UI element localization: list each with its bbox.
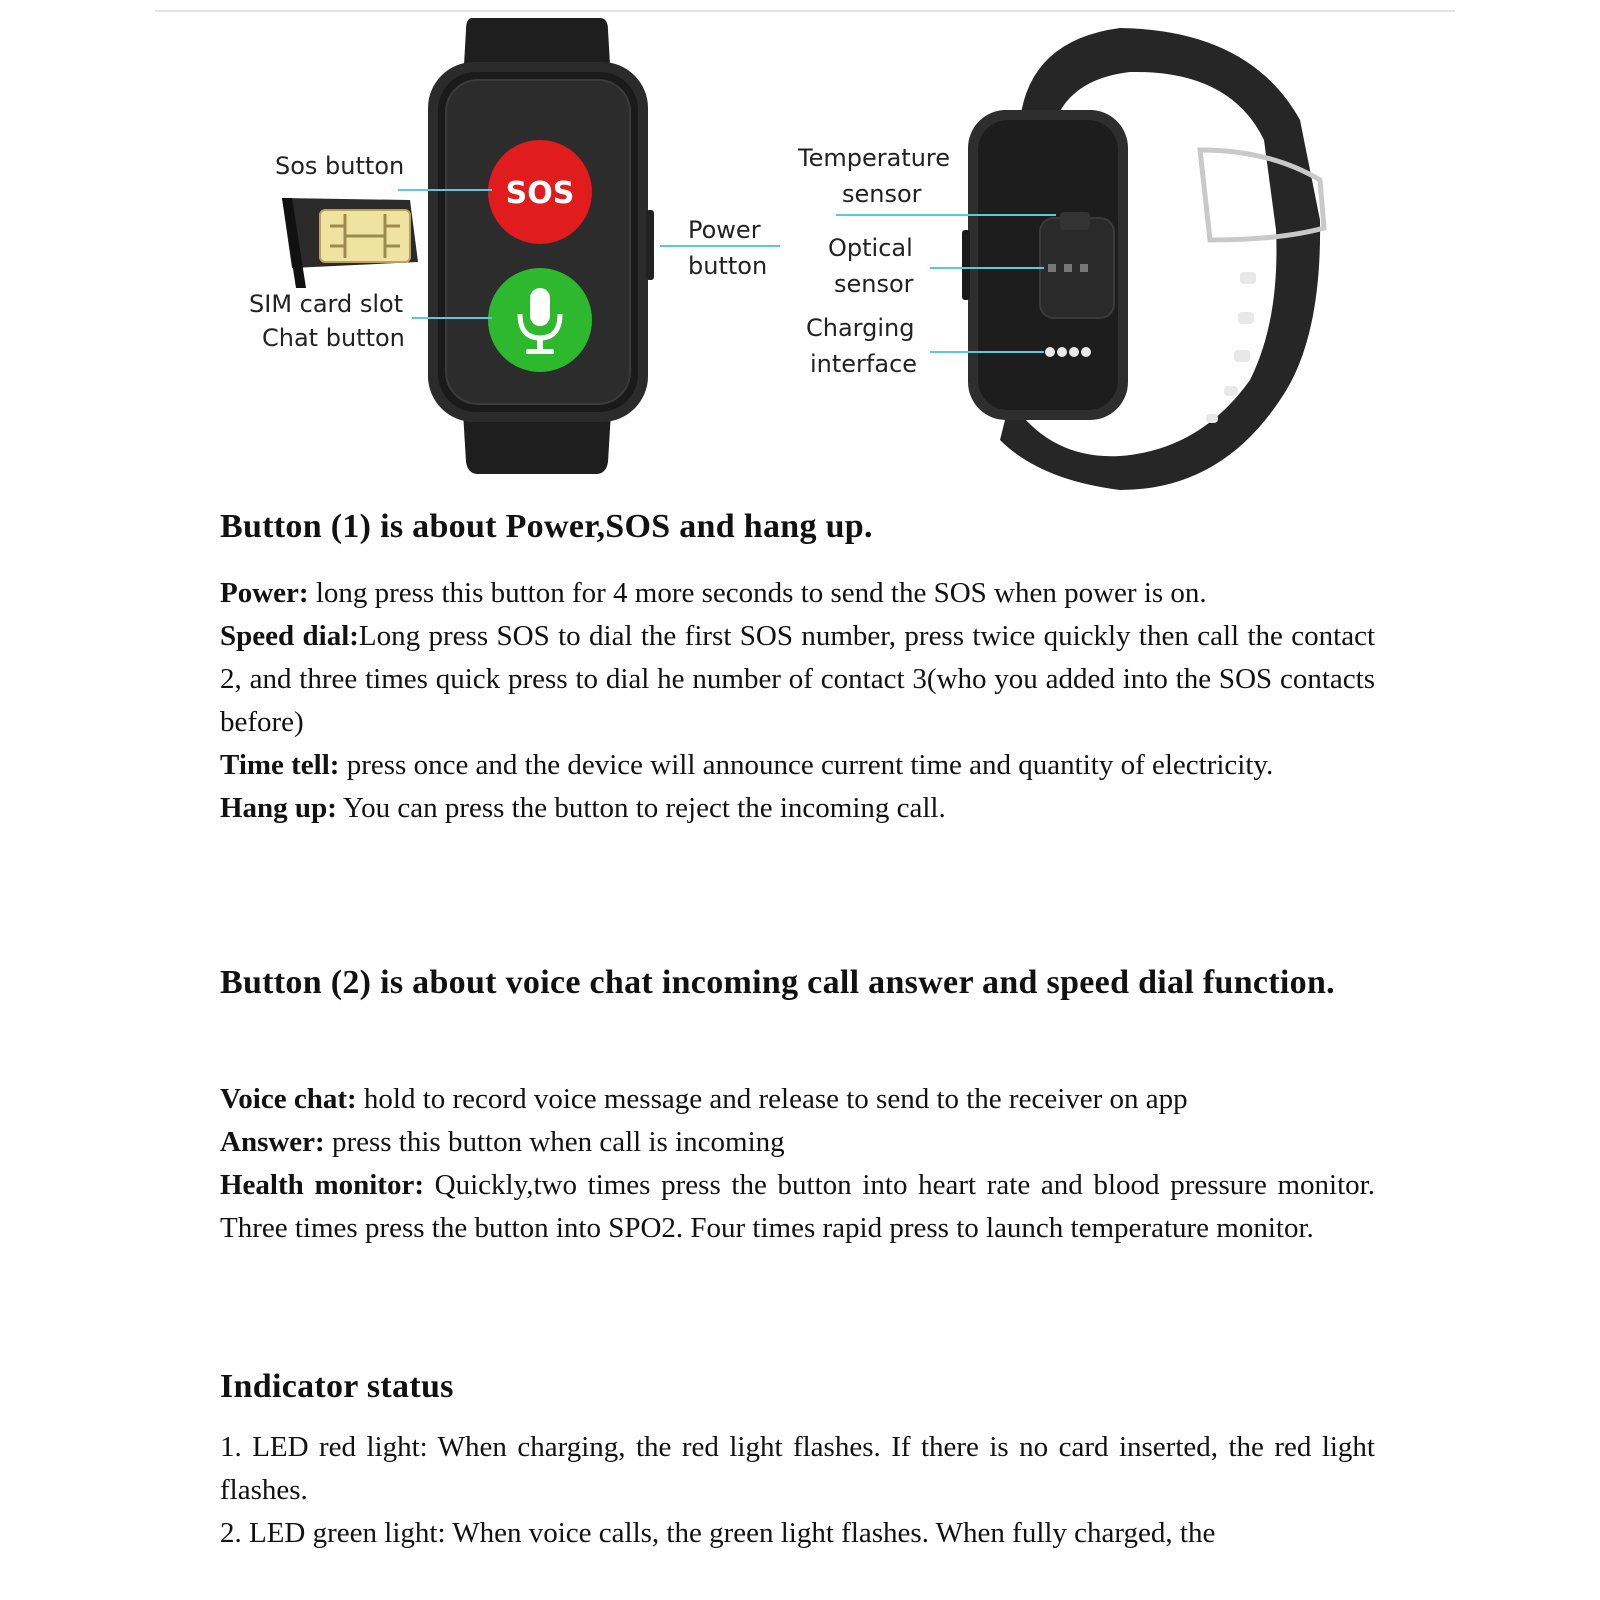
health-text: Quickly,two times press the button into heart rate and blood pressure monitor. Three times press the button into SPO2. Four times rapid press to launch temperature monitor. <box>220 1169 1375 1244</box>
time-text: press once and the device will announce current time and quantity of electricity. <box>339 749 1274 781</box>
callout-power-2: button <box>688 252 768 280</box>
answer-line <box>220 1121 1375 1164</box>
speed-dial-line <box>220 615 1375 744</box>
callout-temp-1: Temperature <box>798 144 951 172</box>
answer-text: press this button when call is incoming <box>324 1126 785 1158</box>
voice-text: hold to record voice message and release to send to the receiver on app <box>356 1083 1188 1115</box>
speed-text: Long press SOS to dial the first SOS number, press twice quickly then call the contact 2, and three times quick press to dial he number of contact 3(who you added into the SOS contacts before) <box>220 620 1376 738</box>
back-watch <box>962 28 1324 490</box>
callout-chat-button: Chat button <box>262 324 405 352</box>
indicator-item-1: 1. LED red light: When charging, the red light flashes. If there is no card inserted, the red light flashes. <box>220 1431 1375 1506</box>
voice-chat-line <box>220 1078 1375 1121</box>
callout-optical-1: Optical <box>828 234 913 262</box>
time-tell-line <box>220 744 1375 787</box>
voice-label: Voice chat: <box>220 1083 357 1115</box>
power-label: Power: <box>220 577 309 609</box>
watch-diagram <box>0 0 1600 500</box>
time-label: Time tell: <box>220 749 340 781</box>
section1-body <box>220 572 1375 830</box>
section2-body <box>220 1078 1375 1250</box>
section2-title: Button (2) is about voice chat incoming call answer and speed dial function. <box>220 964 1335 1001</box>
sim-card-tray <box>282 198 418 288</box>
speed-label: Speed dial: <box>220 620 359 652</box>
callout-charging-2: interface <box>810 350 918 378</box>
callout-optical-2: sensor <box>834 270 914 298</box>
callout-charging-1: Charging <box>806 314 915 342</box>
power-text: long press this button for 4 more seconds to send the SOS when power is on. <box>308 577 1207 609</box>
hang-label: Hang up: <box>220 792 337 824</box>
sos-button-label: SOS <box>505 176 575 211</box>
answer-label: Answer: <box>220 1126 325 1158</box>
callout-temp-2: sensor <box>842 180 922 208</box>
health-monitor-line <box>220 1164 1375 1250</box>
callout-sos-button: Sos button <box>275 152 405 180</box>
section3-body <box>220 1426 1375 1555</box>
front-watch <box>428 18 654 474</box>
indicator-item-2: 2. LED green light: When voice calls, the green light flashes. When fully charged, the <box>220 1517 1216 1549</box>
callout-power-1: Power <box>688 216 761 244</box>
optical-sensor-dots <box>1048 264 1088 272</box>
callout-sim-slot: SIM card slot <box>249 290 404 318</box>
health-label: Health monitor: <box>220 1169 424 1201</box>
hang-up-line <box>220 787 1375 830</box>
section3-title: Indicator status <box>220 1368 454 1405</box>
hang-text: You can press the button to reject the incoming call. <box>336 792 946 824</box>
section1-title: Button (1) is about Power,SOS and hang up. <box>220 508 873 545</box>
power-line <box>220 572 1375 615</box>
